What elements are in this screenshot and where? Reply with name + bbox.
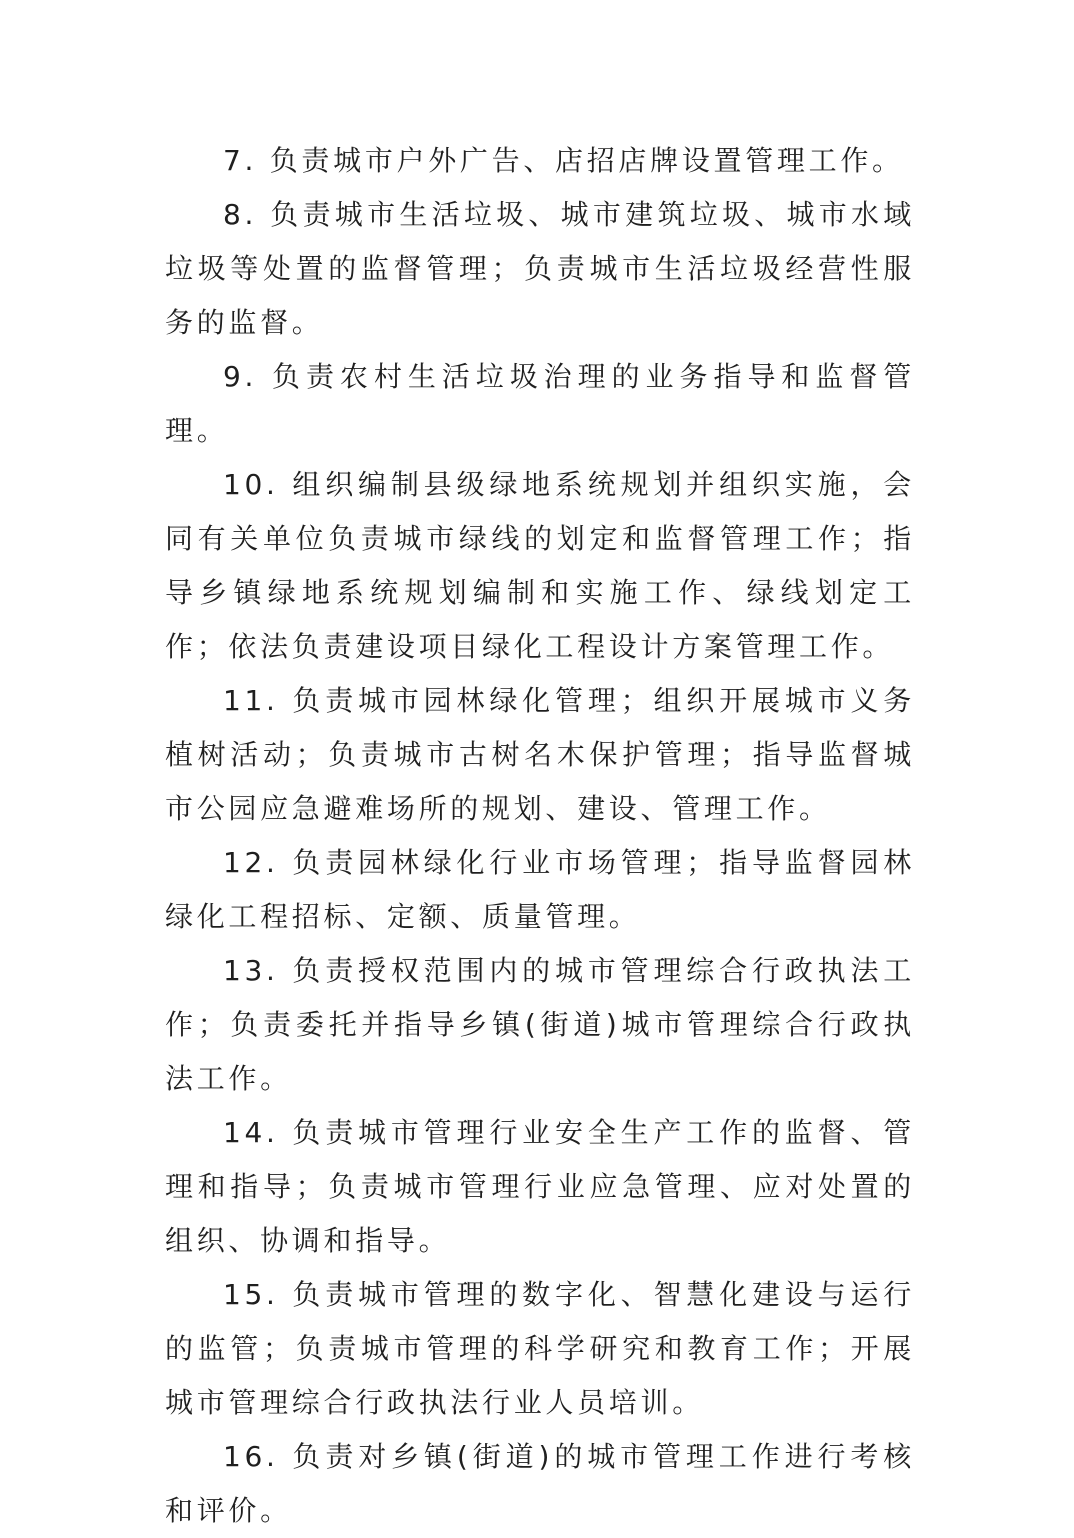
document-body <box>165 134 915 1538</box>
duty-item-15: 15. 负责城市管理的数字化、智慧化建设与运行的监管；负责城市管理的科学研究和教育工作；开展城市管理综合行政执法行业人员培训。 <box>165 1278 915 1419</box>
duty-item-16: 16. 负责对乡镇(街道)的城市管理工作进行考核和评价。 <box>165 1440 915 1527</box>
duty-item-12: 12. 负责园林绿化行业市场管理；指导监督园林绿化工程招标、定额、质量管理。 <box>165 846 915 933</box>
duty-item-9: 9. 负责农村生活垃圾治理的业务指导和监督管理。 <box>165 360 915 447</box>
duty-item-7: 7. 负责城市户外广告、店招店牌设置管理工作。 <box>223 144 904 177</box>
duty-item-14: 14. 负责城市管理行业安全生产工作的监督、管理和指导；负责城市管理行业应急管理、应对处置的组织、协调和指导。 <box>165 1116 915 1257</box>
duty-item-10: 10. 组织编制县级绿地系统规划并组织实施，会同有关单位负责城市绿线的划定和监督管理工作；指导乡镇绿地系统规划编制和实施工作、绿线划定工作；依法负责建设项目绿化工程设计方案管理工作。 <box>165 468 915 663</box>
duty-item-13: 13. 负责授权范围内的城市管理综合行政执法工作；负责委托并指导乡镇(街道)城市管理综合行政执法工作。 <box>165 954 915 1095</box>
duty-item-11: 11. 负责城市园林绿化管理；组织开展城市义务植树活动；负责城市古树名木保护管理；指导监督城市公园应急避难场所的规划、建设、管理工作。 <box>165 684 915 825</box>
duty-item-8: 8. 负责城市生活垃圾、城市建筑垃圾、城市水域垃圾等处置的监督管理；负责城市生活垃圾经营性服务的监督。 <box>165 198 915 339</box>
